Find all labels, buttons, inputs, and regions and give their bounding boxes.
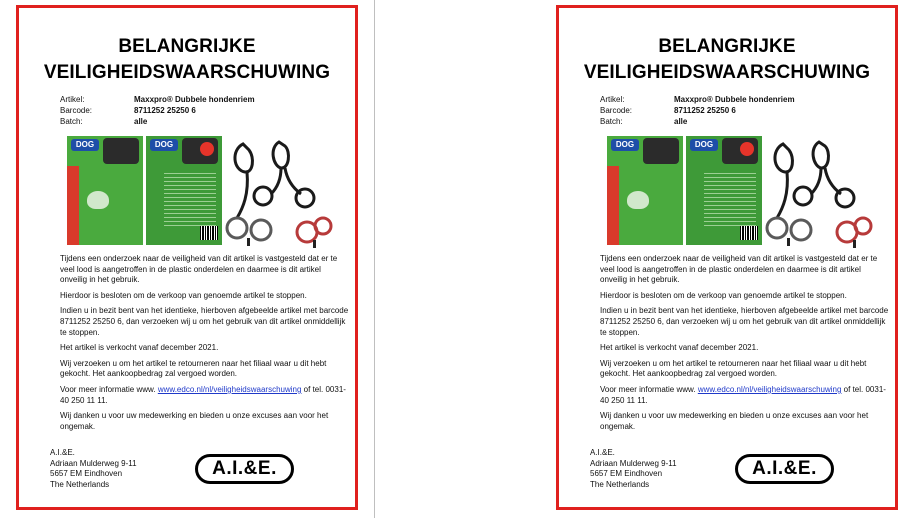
meta-label: Batch: xyxy=(60,117,83,126)
address-line: 5657 EM Eindhoven xyxy=(590,469,663,478)
warning-poster-left xyxy=(16,5,358,510)
package-brand-tag: DOG xyxy=(150,139,178,151)
meta-value: Maxxpro® Dubbele hondenriem xyxy=(134,95,255,104)
company-logo: A.I.&E. xyxy=(195,454,294,484)
paragraph-stop-use: Indien u in bezit bent van het identieke, hierboven afgebeelde artikel met barcode 8711252 25250 6, dan verzoeken wij u om het gebruik van dit artikel onmiddellijk te stoppen. xyxy=(600,306,889,337)
poster-title-line1: BELANGRIJKE xyxy=(118,36,256,57)
paragraph-stop-sale: Hierdoor is besloten om de verkoop van genoemde artikel te stoppen. xyxy=(600,290,847,300)
warning-body-text xyxy=(60,254,350,437)
meta-label: Artikel: xyxy=(600,95,625,104)
poster-title-line1: BELANGRIJKE xyxy=(658,36,796,57)
package-badge-icon xyxy=(200,142,214,156)
barcode-icon xyxy=(200,226,218,240)
more-info-suffix: of tel. 0031-40 250 11 11. xyxy=(600,384,886,405)
meta-row-article xyxy=(60,94,255,105)
warning-poster-right xyxy=(556,5,898,510)
info-link[interactable]: www.edco.nl/nl/veiligheidswaarschuwing xyxy=(697,384,842,394)
paragraph-sold-since: Het artikel is verkocht vanaf december 2021. xyxy=(600,343,759,353)
package-red-strip xyxy=(607,166,619,245)
package-red-strip xyxy=(67,166,79,245)
package-photo xyxy=(643,138,679,164)
paragraph-thanks: Wij danken u voor uw medewerking en bieden u onze excuses aan voor het ongemak. xyxy=(600,411,869,431)
dog-silhouette-icon xyxy=(627,191,649,209)
paragraph-sold-since: Het artikel is verkocht vanaf december 2021. xyxy=(60,343,219,353)
package-back-image xyxy=(146,136,222,245)
article-meta xyxy=(60,94,255,127)
page-divider xyxy=(374,0,375,518)
meta-label: Batch: xyxy=(600,117,623,126)
company-logo: A.I.&E. xyxy=(735,454,834,484)
paragraph-more-info xyxy=(600,385,890,406)
package-back-image xyxy=(686,136,762,245)
package-text-block xyxy=(704,170,756,226)
meta-value: 8711252 25250 6 xyxy=(674,106,736,115)
barcode-icon xyxy=(740,226,758,240)
paragraph-thanks: Wij danken u voor uw medewerking en bieden u onze excuses aan voor het ongemak. xyxy=(60,411,329,431)
paragraph-stop-sale: Hierdoor is besloten om de verkoop van genoemde artikel te stoppen. xyxy=(60,290,307,300)
dog-silhouette-icon xyxy=(87,191,109,209)
meta-label: Barcode: xyxy=(60,106,93,115)
warning-body-text xyxy=(600,254,890,437)
more-info-suffix: of tel. 0031-40 250 11 11. xyxy=(60,384,346,405)
meta-value: 8711252 25250 6 xyxy=(134,106,196,115)
paragraph-return: Wij verzoeken u om het artikel te retourneren naar het filiaal waar u dit hebt gekocht. Het aankoopbedrag zal vergoed worden. xyxy=(600,358,867,379)
double-leash-image xyxy=(223,136,333,248)
package-photo xyxy=(103,138,139,164)
address-line: Adriaan Mulderweg 9-11 xyxy=(590,458,677,468)
article-meta xyxy=(600,94,795,127)
poster-title-line2: VEILIGHEIDSWAARSCHUWING xyxy=(43,62,331,83)
meta-label: Barcode: xyxy=(600,106,633,115)
paragraph-return: Wij verzoeken u om het artikel te retourneren naar het filiaal waar u dit hebt gekocht. Het aankoopbedrag zal vergoed worden. xyxy=(60,358,327,379)
meta-row-article xyxy=(600,94,795,105)
info-link[interactable]: www.edco.nl/nl/veiligheidswaarschuwing xyxy=(157,384,302,394)
more-info-prefix: Voor meer informatie www. xyxy=(60,384,158,394)
paragraph-more-info xyxy=(60,385,350,406)
package-front-image xyxy=(607,136,683,245)
poster-title-line2: VEILIGHEIDSWAARSCHUWING xyxy=(583,62,871,83)
meta-row-barcode xyxy=(600,105,795,116)
package-text-block xyxy=(164,170,216,226)
meta-value: Maxxpro® Dubbele hondenriem xyxy=(674,95,795,104)
double-leash-image xyxy=(763,136,873,248)
meta-row-batch xyxy=(60,116,255,127)
meta-row-batch xyxy=(600,116,795,127)
paragraph-investigation: Tijdens een onderzoek naar de veiligheid van dit artikel is vastgesteld dat er te veel lood is aangetroffen in de plastic onderdelen en daarmee is dit artikel onveilig in het gebruik. xyxy=(60,254,338,285)
company-address xyxy=(50,448,137,490)
package-brand-tag: DOG xyxy=(71,139,99,151)
paragraph-stop-use: Indien u in bezit bent van het identieke, hierboven afgebeelde artikel met barcode 8711252 25250 6, dan verzoeken wij u om het gebruik van dit artikel onmiddellijk te stoppen. xyxy=(60,306,349,337)
address-line: 5657 EM Eindhoven xyxy=(50,469,123,478)
meta-value: alle xyxy=(674,117,688,126)
address-line: The Netherlands xyxy=(590,479,650,489)
package-front-image xyxy=(67,136,143,245)
paragraph-investigation: Tijdens een onderzoek naar de veiligheid van dit artikel is vastgesteld dat er te veel lood is aangetroffen in de plastic onderdelen en daarmee is dit artikel onveilig in het gebruik. xyxy=(600,254,878,285)
address-line: A.I.&E. xyxy=(590,448,615,457)
package-brand-tag: DOG xyxy=(690,139,718,151)
package-brand-tag: DOG xyxy=(611,139,639,151)
meta-row-barcode xyxy=(60,105,255,116)
more-info-prefix: Voor meer informatie www. xyxy=(600,384,698,394)
address-line: The Netherlands xyxy=(50,479,110,489)
package-badge-icon xyxy=(740,142,754,156)
meta-label: Artikel: xyxy=(60,95,85,104)
meta-value: alle xyxy=(134,117,148,126)
address-line: Adriaan Mulderweg 9-11 xyxy=(50,458,137,468)
address-line: A.I.&E. xyxy=(50,448,75,457)
company-address xyxy=(590,448,677,490)
